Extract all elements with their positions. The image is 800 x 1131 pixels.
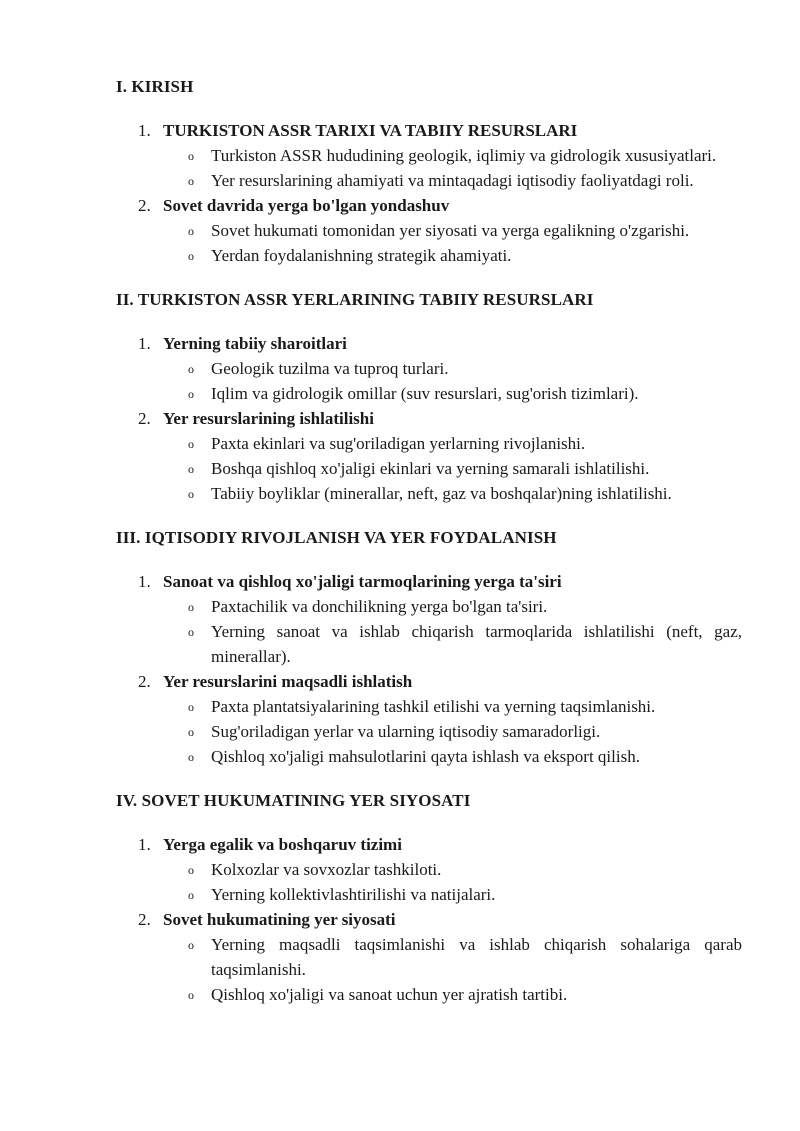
item-number: 2. [138,672,151,691]
bullet-text: Geologik tuzilma va tuproq turlari. [211,359,449,378]
bullet-marker: o [188,725,194,739]
item-title: Sovet davrida yerga bo'lgan yondashuv [163,196,450,215]
item-title: Yer resurslarini maqsadli ishlatish [163,672,413,691]
bullet-marker: o [188,149,194,163]
item-list [116,569,742,769]
section-title: III. IQTISODIY RIVOJLANISH VA YER FOYDALANISH [116,528,557,547]
section-4 [116,789,742,1007]
bullet-item [163,356,742,381]
item-number: 2. [138,409,151,428]
section-title: I. KIRISH [116,77,194,96]
bullet-marker: o [188,387,194,401]
item-title: Sanoat va qishloq xo'jaligi tarmoqlarining yerga ta'siri [163,572,562,591]
bullet-list [163,857,742,907]
bullet-text: Yerning sanoat va ishlab chiqarish tarmoqlarida ishlatilishi (neft, gaz, minerallar). [211,622,742,666]
bullet-marker: o [188,462,194,476]
bullet-marker: o [188,700,194,714]
bullet-item [163,694,742,719]
bullet-text: Turkiston ASSR hududining geologik, iqlimiy va gidrologik xususiyatlari. [211,146,717,165]
section-2 [116,288,742,506]
item-number: 1. [138,572,151,591]
list-item [116,118,742,193]
item-number: 1. [138,121,151,140]
bullet-list [163,694,742,769]
bullet-marker: o [188,362,194,376]
bullet-list [163,594,742,669]
item-number: 1. [138,334,151,353]
bullet-marker: o [188,600,194,614]
bullet-text: Sovet hukumati tomonidan yer siyosati va yerga egalikning o'zgarishi. [211,221,690,240]
bullet-text: Boshqa qishloq xo'jaligi ekinlari va yerning samarali ishlatilishi. [211,459,650,478]
list-item [116,832,742,907]
item-title: Sovet hukumatining yer siyosati [163,910,396,929]
bullet-list [163,143,742,193]
bullet-text: Sug'oriladigan yerlar va ularning iqtisodiy samaradorligi. [211,722,601,741]
bullet-item [163,456,742,481]
bullet-item [163,431,742,456]
section-1 [116,75,742,268]
bullet-text: Yerdan foydalanishning strategik ahamiyati. [211,246,512,265]
bullet-text: Iqlim va gidrologik omillar (suv resurslari, sug'orish tizimlari). [211,384,639,403]
bullet-item [163,719,742,744]
list-item [116,193,742,268]
list-item [116,406,742,506]
section-title: IV. SOVET HUKUMATINING YER SIYOSATI [116,791,471,810]
bullet-marker: o [188,863,194,877]
bullet-marker: o [188,224,194,238]
item-title: Yer resurslarining ishlatilishi [163,409,374,428]
list-item [116,669,742,769]
bullet-marker: o [188,938,194,952]
item-title: Yerga egalik va boshqaruv tizimi [163,835,402,854]
item-list [116,118,742,268]
bullet-list [163,932,742,1007]
section-title: II. TURKISTON ASSR YERLARINING TABIIY RESURSLARI [116,290,594,309]
bullet-marker: o [188,487,194,501]
list-item [116,569,742,669]
bullet-marker: o [188,249,194,263]
item-title: Yerning tabiiy sharoitlari [163,334,347,353]
bullet-item [163,857,742,882]
bullet-item [163,481,742,506]
bullet-text: Yerning kollektivlashtirilishi va natijalari. [211,885,496,904]
item-list [116,832,742,1007]
bullet-marker: o [188,437,194,451]
bullet-marker: o [188,750,194,764]
bullet-text: Paxta ekinlari va sug'oriladigan yerlarning rivojlanishi. [211,434,586,453]
bullet-text: Tabiiy boyliklar (minerallar, neft, gaz va boshqalar)ning ishlatilishi. [211,484,672,503]
item-number: 1. [138,835,151,854]
bullet-item [163,882,742,907]
bullet-text: Qishloq xo'jaligi va sanoat uchun yer ajratish tartibi. [211,985,568,1004]
bullet-item [163,594,742,619]
bullet-item [163,218,742,243]
bullet-item [163,168,742,193]
bullet-marker: o [188,888,194,902]
bullet-item [163,932,742,982]
bullet-marker: o [188,174,194,188]
section-3 [116,526,742,769]
list-item [116,331,742,406]
bullet-item [163,381,742,406]
bullet-item [163,982,742,1007]
bullet-item [163,243,742,268]
bullet-text: Qishloq xo'jaligi mahsulotlarini qayta ishlash va eksport qilish. [211,747,640,766]
bullet-text: Kolxozlar va sovxozlar tashkiloti. [211,860,442,879]
bullet-item [163,744,742,769]
item-number: 2. [138,196,151,215]
item-number: 2. [138,910,151,929]
bullet-item [163,619,742,669]
bullet-marker: o [188,988,194,1002]
bullet-text: Yerning maqsadli taqsimlanishi va ishlab chiqarish sohalariga qarab taqsimlanishi. [211,935,742,979]
bullet-item [163,143,742,168]
bullet-text: Yer resurslarining ahamiyati va mintaqadagi iqtisodiy faoliyatdagi roli. [211,171,694,190]
item-title: TURKISTON ASSR TARIXI VA TABIIY RESURSLARI [163,121,578,140]
bullet-text: Paxtachilik va donchilikning yerga bo'lgan ta'siri. [211,597,548,616]
bullet-list [163,431,742,506]
bullet-list [163,356,742,406]
bullet-text: Paxta plantatsiyalarining tashkil etilishi va yerning taqsimlanishi. [211,697,656,716]
item-list [116,331,742,506]
list-item [116,907,742,1007]
bullet-list [163,218,742,268]
bullet-marker: o [188,625,194,639]
